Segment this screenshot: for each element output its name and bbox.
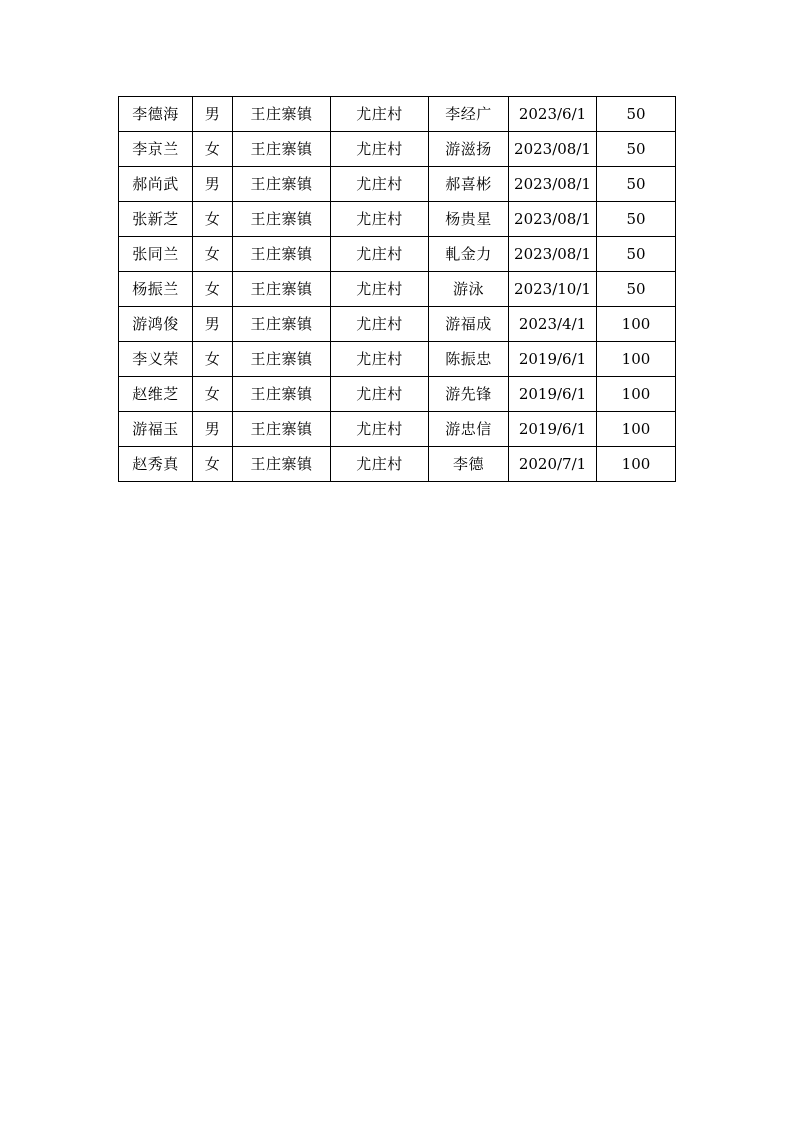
- cell-name: 李义荣: [119, 342, 193, 377]
- table-row: [119, 307, 676, 342]
- cell-relative: 游忠信: [429, 412, 509, 447]
- table-body: [119, 97, 676, 482]
- table-row: [119, 412, 676, 447]
- cell-amount: 50: [597, 237, 676, 272]
- cell-date: 2023/08/1: [509, 237, 597, 272]
- cell-name: 杨振兰: [119, 272, 193, 307]
- cell-town: 王庄寨镇: [233, 342, 331, 377]
- table-row: [119, 342, 676, 377]
- cell-gender: 女: [193, 202, 233, 237]
- cell-gender: 女: [193, 237, 233, 272]
- cell-date: 2019/6/1: [509, 377, 597, 412]
- cell-name: 游鸿俊: [119, 307, 193, 342]
- cell-village: 尤庄村: [331, 272, 429, 307]
- cell-town: 王庄寨镇: [233, 447, 331, 482]
- cell-gender: 男: [193, 97, 233, 132]
- cell-village: 尤庄村: [331, 377, 429, 412]
- cell-town: 王庄寨镇: [233, 272, 331, 307]
- cell-relative: 軋金力: [429, 237, 509, 272]
- cell-town: 王庄寨镇: [233, 237, 331, 272]
- cell-relative: 游泳: [429, 272, 509, 307]
- cell-amount: 100: [597, 412, 676, 447]
- table-row: [119, 167, 676, 202]
- cell-village: 尤庄村: [331, 412, 429, 447]
- cell-date: 2023/08/1: [509, 167, 597, 202]
- cell-gender: 女: [193, 447, 233, 482]
- cell-gender: 女: [193, 272, 233, 307]
- cell-amount: 50: [597, 167, 676, 202]
- cell-town: 王庄寨镇: [233, 412, 331, 447]
- cell-amount: 100: [597, 342, 676, 377]
- table-row: [119, 377, 676, 412]
- cell-village: 尤庄村: [331, 202, 429, 237]
- cell-village: 尤庄村: [331, 342, 429, 377]
- table-row: [119, 202, 676, 237]
- cell-date: 2023/10/1: [509, 272, 597, 307]
- cell-gender: 男: [193, 167, 233, 202]
- cell-gender: 女: [193, 377, 233, 412]
- cell-relative: 游先锋: [429, 377, 509, 412]
- cell-amount: 50: [597, 202, 676, 237]
- beneficiary-table: [118, 96, 676, 482]
- cell-town: 王庄寨镇: [233, 132, 331, 167]
- cell-date: 2023/08/1: [509, 132, 597, 167]
- cell-town: 王庄寨镇: [233, 167, 331, 202]
- cell-village: 尤庄村: [331, 132, 429, 167]
- cell-gender: 女: [193, 342, 233, 377]
- table-row: [119, 97, 676, 132]
- cell-name: 赵秀真: [119, 447, 193, 482]
- cell-town: 王庄寨镇: [233, 307, 331, 342]
- cell-amount: 100: [597, 307, 676, 342]
- cell-relative: 郝喜彬: [429, 167, 509, 202]
- cell-date: 2019/6/1: [509, 342, 597, 377]
- cell-date: 2020/7/1: [509, 447, 597, 482]
- cell-amount: 50: [597, 97, 676, 132]
- cell-name: 赵维芝: [119, 377, 193, 412]
- cell-town: 王庄寨镇: [233, 97, 331, 132]
- cell-gender: 女: [193, 132, 233, 167]
- cell-relative: 游福成: [429, 307, 509, 342]
- cell-relative: 杨贵星: [429, 202, 509, 237]
- cell-amount: 50: [597, 272, 676, 307]
- cell-date: 2023/08/1: [509, 202, 597, 237]
- cell-name: 张新芝: [119, 202, 193, 237]
- cell-name: 李德海: [119, 97, 193, 132]
- cell-relative: 游滋扬: [429, 132, 509, 167]
- cell-village: 尤庄村: [331, 167, 429, 202]
- cell-amount: 100: [597, 377, 676, 412]
- cell-amount: 100: [597, 447, 676, 482]
- cell-name: 游福玉: [119, 412, 193, 447]
- table-row: [119, 272, 676, 307]
- cell-relative: 陈振忠: [429, 342, 509, 377]
- table-container: [118, 96, 675, 482]
- cell-town: 王庄寨镇: [233, 377, 331, 412]
- cell-village: 尤庄村: [331, 447, 429, 482]
- cell-amount: 50: [597, 132, 676, 167]
- cell-town: 王庄寨镇: [233, 202, 331, 237]
- cell-village: 尤庄村: [331, 237, 429, 272]
- cell-date: 2023/6/1: [509, 97, 597, 132]
- cell-name: 张同兰: [119, 237, 193, 272]
- cell-name: 李京兰: [119, 132, 193, 167]
- cell-gender: 男: [193, 412, 233, 447]
- cell-relative: 李经广: [429, 97, 509, 132]
- cell-gender: 男: [193, 307, 233, 342]
- cell-relative: 李德: [429, 447, 509, 482]
- cell-village: 尤庄村: [331, 307, 429, 342]
- cell-village: 尤庄村: [331, 97, 429, 132]
- table-row: [119, 132, 676, 167]
- cell-name: 郝尚武: [119, 167, 193, 202]
- table-row: [119, 237, 676, 272]
- cell-date: 2023/4/1: [509, 307, 597, 342]
- cell-date: 2019/6/1: [509, 412, 597, 447]
- table-row: [119, 447, 676, 482]
